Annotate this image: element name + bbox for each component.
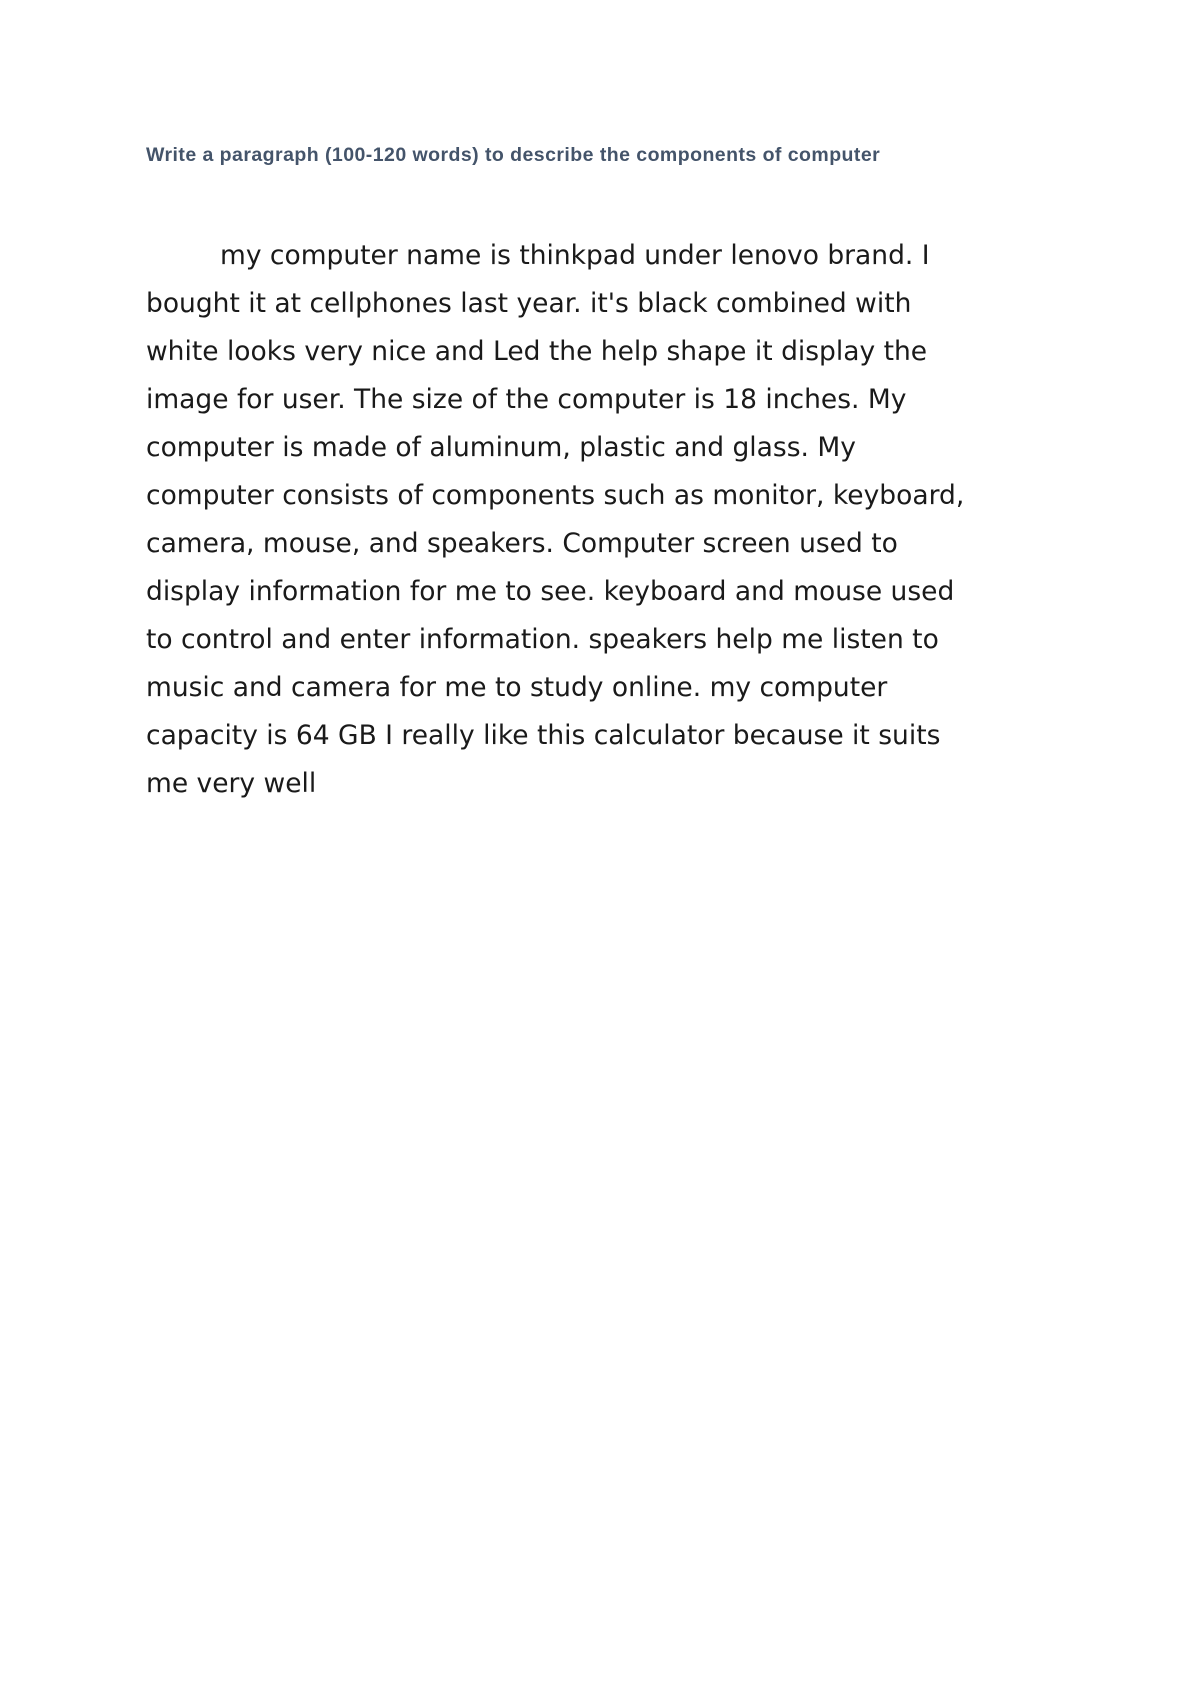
essay-paragraph <box>146 232 1086 808</box>
essay-line: to control and enter information. speakers help me listen to <box>146 624 939 655</box>
essay-line: me very well <box>146 768 317 799</box>
essay-line: display information for me to see. keyboard and mouse used <box>146 576 955 607</box>
essay-line: white looks very nice and Led the help shape it display the <box>146 336 928 367</box>
assignment-prompt: Write a paragraph (100-120 words) to describe the components of computer <box>146 144 881 166</box>
essay-line: my computer name is thinkpad under lenovo brand. I <box>220 240 930 271</box>
essay-line: music and camera for me to study online. my computer <box>146 672 888 703</box>
essay-line: camera, mouse, and speakers. Computer screen used to <box>146 528 898 559</box>
essay-line: computer is made of aluminum, plastic and glass. My <box>146 432 856 463</box>
essay-line: bought it at cellphones last year. it's black combined with <box>146 288 912 319</box>
essay-line: image for user. The size of the computer is 18 inches. My <box>146 384 907 415</box>
essay-line: computer consists of components such as monitor, keyboard, <box>146 480 965 511</box>
essay-line: capacity is 64 GB I really like this calculator because it suits <box>146 720 941 751</box>
